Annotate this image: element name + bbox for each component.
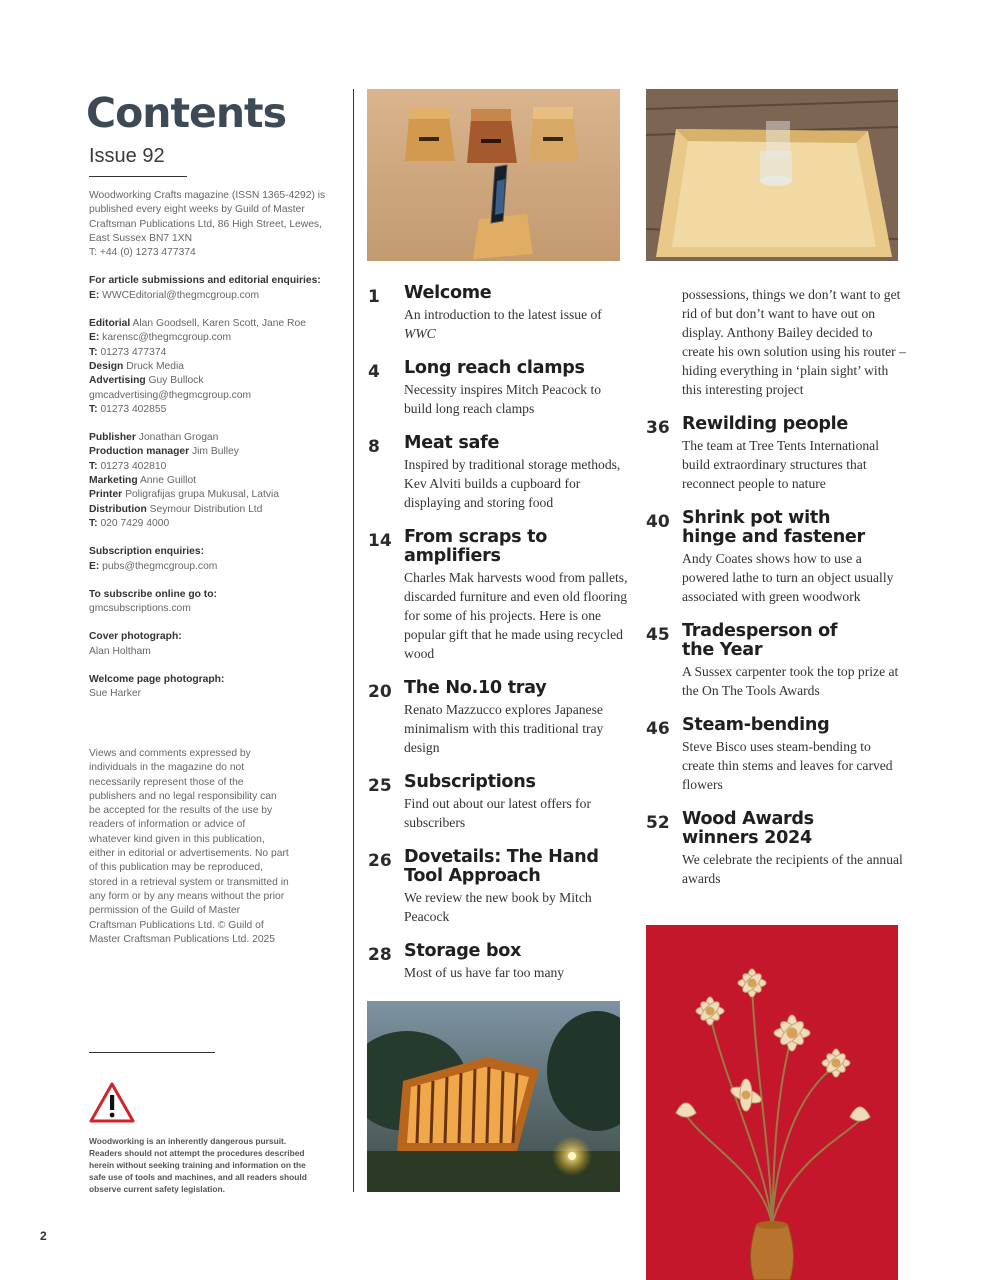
toc-entry[interactable] [368, 359, 628, 418]
phone-label: T: [89, 403, 98, 415]
toc-description: Renato Mazzucco explores Japanese minimalism with this traditional tray design [404, 702, 604, 755]
editorial-email[interactable]: karensc@thegmcgroup.com [102, 332, 232, 344]
page-title: Contents [86, 89, 287, 137]
toc-entry[interactable] [368, 679, 628, 757]
subscription-email[interactable]: pubs@thegmcgroup.com [102, 560, 218, 572]
toc-description: Most of us have far too many [404, 965, 565, 980]
email-label: E: [89, 289, 100, 301]
toc-description: We review the new book by Mitch Peacock [404, 890, 592, 924]
distribution-label: Distribution [89, 503, 147, 515]
production-label: Production manager [89, 446, 190, 458]
toc-column-right [646, 285, 906, 904]
toc-title[interactable]: Meat safe [404, 433, 500, 453]
toc-page-number: 36 [646, 418, 670, 438]
toc-title[interactable]: Storage box [404, 941, 522, 961]
cover-credit [89, 630, 329, 659]
photo-tray-glasses [646, 89, 898, 261]
design-label: Design [89, 360, 124, 372]
toc-entry[interactable] [646, 810, 906, 888]
toc-page-number: 14 [368, 531, 392, 551]
production-value: Jim Bulley [192, 446, 239, 458]
toc-entry[interactable] [368, 942, 628, 982]
title-divider [89, 176, 187, 177]
publisher-phone: T: +44 (0) 1273 477374 [89, 247, 196, 259]
production-block [89, 431, 329, 531]
cover-photographer: Alan Holtham [89, 645, 151, 657]
toc-title[interactable]: Wood Awards winners 2024 [682, 809, 814, 848]
toc-description: Andy Coates shows how to use a powered lathe to turn an object usually associated with green woodwork [682, 551, 894, 604]
toc-page-number: 25 [368, 776, 392, 796]
phone-label: T: [89, 346, 98, 358]
toc-page-number: 52 [646, 813, 670, 833]
editorial-label: Editorial [89, 318, 131, 330]
toc-page-number: 26 [368, 851, 392, 871]
toc-description [404, 305, 628, 343]
editorial-phone: 01273 477374 [100, 346, 167, 358]
distribution-phone: 020 7429 4000 [100, 517, 170, 529]
printer-value: Poligrafijas grupa Mukusal, Latvia [125, 489, 280, 501]
publisher-address: Woodworking Crafts magazine (ISSN 1365-4292) is published every eight weeks by Guild of Master Craftsman Publications Ltd, 86 High Street, Lewes, East Sussex BN7 1XN [89, 190, 326, 244]
toc-page-number: 8 [368, 437, 380, 457]
toc-description-continued: possessions, things we don’t want to get rid of but don’t want to have out on display. Anthony Bailey decided to create his own solution using his router – hiding everything in ‘plain sight’ with this interesting project [682, 287, 906, 397]
toc-description: Charles Mak harvests wood from pallets, discarded furniture and even old flooring for some of his projects. Here is one popular gift that he made using recycled wood [404, 570, 628, 661]
toc-entry[interactable] [368, 284, 628, 343]
toc-page-number: 40 [646, 512, 670, 532]
welcome-photographer: Sue Harker [89, 688, 142, 700]
toc-entry[interactable] [368, 434, 628, 512]
toc-entry[interactable] [646, 622, 906, 700]
phone-label: T: [89, 460, 98, 472]
toc-title[interactable]: Tradesperson of the Year [682, 621, 838, 660]
publisher-label: Publisher [89, 432, 136, 444]
publisher-value: Jonathan Grogan [138, 432, 219, 444]
toc-title[interactable]: Long reach clamps [404, 358, 585, 378]
email-label: E: [89, 560, 100, 572]
page-number: 2 [40, 1229, 47, 1243]
design-value: Druck Media [126, 360, 185, 372]
warning-icon [89, 1082, 135, 1123]
online-block [89, 588, 329, 617]
toc-title[interactable]: Subscriptions [404, 772, 536, 792]
cover-heading: Cover photograph: [89, 631, 182, 643]
toc-title[interactable]: Rewilding people [682, 414, 849, 434]
toc-page-number: 4 [368, 362, 380, 382]
submissions-block [89, 274, 329, 303]
advertising-value: Guy Bullock [148, 375, 204, 387]
toc-title[interactable]: Welcome [404, 283, 492, 303]
distribution-value: Seymour Distribution Ltd [149, 503, 263, 515]
submissions-heading: For article submissions and editorial enquiries: [89, 275, 321, 287]
advertising-phone: 01273 402855 [100, 403, 167, 415]
photo-carved-flowers [646, 925, 898, 1280]
email-label: E: [89, 332, 100, 344]
safety-warning: Woodworking is an inherently dangerous pursuit. Readers should not attempt the procedures described herein without seeking training and information on the safe use of tools and machines, and all readers should observe current safety legislation. [89, 1136, 307, 1195]
phone-label: T: [89, 517, 98, 529]
submissions-email[interactable]: WWCEditorial@thegmcgroup.com [102, 289, 260, 301]
toc-description: Find out about our latest offers for subscribers [404, 796, 592, 830]
toc-entry[interactable] [646, 415, 906, 493]
masthead-column [86, 88, 329, 702]
disclaimer-divider [89, 1052, 215, 1053]
toc-page-number: 46 [646, 719, 670, 739]
advertising-label: Advertising [89, 375, 146, 387]
column-divider [353, 89, 354, 1192]
toc-description: The team at Tree Tents International build extraordinary structures that reconnect people to nature [682, 438, 879, 491]
toc-page-number: 20 [368, 682, 392, 702]
editorial-block [89, 317, 329, 417]
toc-entry[interactable] [646, 509, 906, 606]
advertising-email[interactable]: gmcadvertising@thegmcgroup.com [89, 389, 252, 401]
toc-description: Inspired by traditional storage methods, Kev Alviti builds a cupboard for displaying and storing food [404, 457, 621, 510]
toc-page-number: 28 [368, 945, 392, 965]
marketing-value: Anne Guillot [139, 475, 197, 487]
subscription-block [89, 545, 329, 574]
toc-page-number: 45 [646, 625, 670, 645]
legal-disclaimer: Views and comments expressed by individuals in the magazine do not necessarily represent those of the publishers and no legal responsibility can be accepted for the results of the use by readers of information or advice of whatever kind given in this publication, either in editorial or advertisements. No part of this publication may be reproduced, stored in a retrieval system or transmitted in any form or by any means without the prior permission of the Guild of Master Craftsman Publications Ltd. © Guild of Master Craftsman Publications Ltd. 2025 [89, 748, 289, 945]
photo-phone-stands [367, 89, 620, 261]
toc-description-text: An introduction to the latest issue of [404, 307, 602, 322]
subscribe-link[interactable]: gmcsubscriptions.com [89, 603, 191, 615]
online-heading: To subscribe online go to: [89, 588, 217, 600]
toc-description: Steve Bisco uses steam-bending to create thin stems and leaves for carved flowers [682, 739, 893, 792]
publisher-intro [89, 189, 329, 260]
toc-description: Necessity inspires Mitch Peacock to build long reach clamps [404, 382, 602, 416]
photo-tree-tent [367, 1001, 620, 1192]
welcome-heading: Welcome page photograph: [89, 674, 225, 686]
production-phone: 01273 402810 [100, 460, 167, 472]
toc-page-number: 1 [368, 287, 380, 307]
toc-title[interactable]: Shrink pot with hinge and fastener [682, 508, 865, 547]
marketing-label: Marketing [89, 475, 138, 487]
toc-entry[interactable] [368, 773, 628, 832]
printer-label: Printer [89, 489, 123, 501]
toc-title[interactable]: Dovetails: The Hand Tool Approach [404, 847, 599, 886]
editorial-names: Alan Goodsell, Karen Scott, Jane Roe [132, 318, 306, 330]
toc-column-left [368, 281, 628, 998]
toc-entry[interactable] [646, 716, 906, 794]
toc-entry[interactable] [368, 848, 628, 926]
welcome-credit [89, 673, 329, 702]
toc-description: We celebrate the recipients of the annual awards [682, 852, 903, 886]
toc-title[interactable]: From scraps to amplifiers [404, 527, 548, 566]
toc-description: A Sussex carpenter took the top prize at the On The Tools Awards [682, 664, 899, 698]
subscription-heading: Subscription enquiries: [89, 546, 204, 558]
issue-number: Issue 92 [89, 145, 165, 167]
toc-title[interactable]: Steam-bending [682, 715, 830, 735]
toc-description-emphasis: WWC [404, 326, 436, 341]
toc-entry[interactable] [368, 528, 628, 663]
toc-title[interactable]: The No.10 tray [404, 678, 547, 698]
